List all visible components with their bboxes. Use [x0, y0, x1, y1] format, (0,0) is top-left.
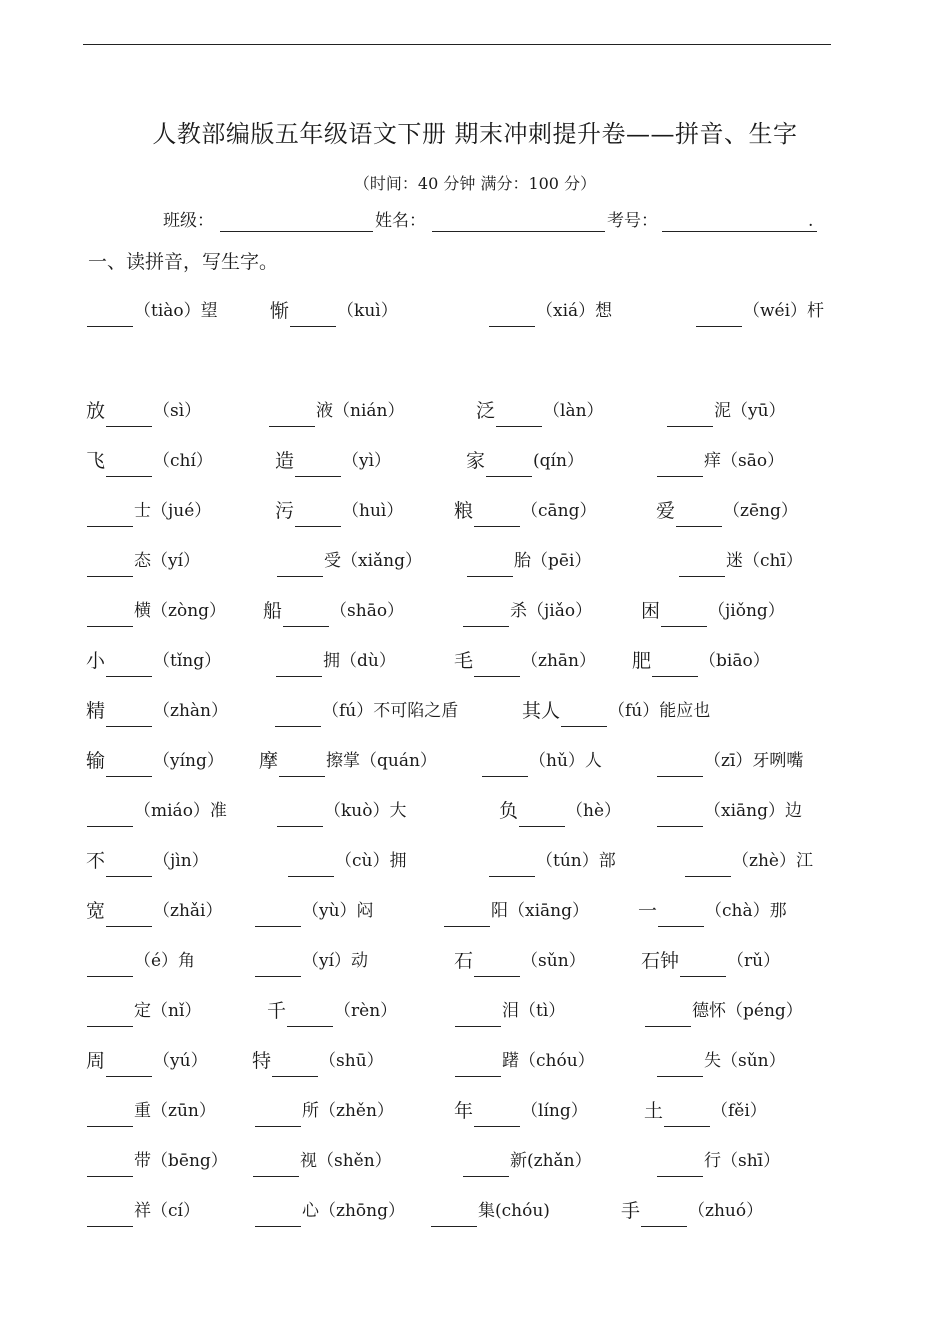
question-row: [0, 645, 950, 677]
answer-blank[interactable]: [295, 448, 341, 477]
answer-blank[interactable]: [652, 648, 698, 677]
question-item: [86, 295, 218, 327]
question-item: [270, 295, 398, 327]
question-item: [430, 1195, 550, 1227]
answer-blank[interactable]: [519, 798, 565, 827]
question-item: [488, 845, 616, 877]
question-item: [656, 1145, 780, 1177]
pinyin-text: (qín）: [533, 451, 584, 471]
prefix-text: 其人: [522, 700, 561, 722]
answer-blank[interactable]: [474, 648, 520, 677]
question-item: [86, 795, 227, 827]
prefix-text: 造: [275, 450, 295, 472]
question-row: [0, 445, 950, 477]
pinyin-text: 迷（chī）: [726, 551, 803, 571]
prefix-text: 石钟: [641, 950, 680, 972]
pinyin-text: （shū）: [319, 1051, 384, 1071]
answer-blank[interactable]: [645, 998, 691, 1027]
question-item: [263, 595, 404, 627]
question-item: [267, 995, 397, 1027]
question-item: [252, 1145, 392, 1177]
answer-blank[interactable]: [106, 698, 152, 727]
prefix-text: 粮: [454, 500, 474, 522]
pinyin-text: （chà）那: [705, 901, 787, 921]
pinyin-text: （tǐng）: [153, 651, 222, 671]
answer-blank[interactable]: [685, 848, 731, 877]
answer-blank[interactable]: [658, 898, 704, 927]
pinyin-text: （zhān）: [521, 651, 597, 671]
pinyin-text: （fú）不可陷之盾: [322, 701, 459, 721]
answer-blank[interactable]: [288, 848, 334, 877]
pinyin-text: 阳（xiāng）: [491, 901, 589, 921]
question-item: [86, 1195, 200, 1227]
question-item: [275, 445, 391, 477]
prefix-text: 负: [499, 800, 519, 822]
pinyin-text: （jiǒng）: [708, 601, 785, 621]
answer-blank[interactable]: [657, 1048, 703, 1077]
answer-blank[interactable]: [482, 748, 528, 777]
section-title: 一、读拼音，写生字。: [88, 251, 279, 273]
answer-blank[interactable]: [463, 598, 509, 627]
answer-blank[interactable]: [696, 298, 742, 327]
question-item: [632, 645, 770, 677]
prefix-text: 小: [86, 650, 106, 672]
question-item: [259, 745, 437, 777]
question-item: [656, 445, 784, 477]
answer-blank[interactable]: [87, 798, 133, 827]
exam-no-label: 考号：: [607, 211, 658, 231]
prefix-text: 宽: [86, 900, 106, 922]
question-item: [86, 645, 221, 677]
pinyin-text: （zēng）: [723, 501, 798, 521]
class-field[interactable]: [220, 231, 373, 232]
question-item: [252, 1045, 384, 1077]
prefix-text: 周: [86, 1050, 106, 1072]
answer-blank[interactable]: [474, 498, 520, 527]
prefix-text: 土: [644, 1100, 664, 1122]
prefix-text: 困: [641, 600, 661, 622]
prefix-text: 千: [267, 1000, 287, 1022]
pinyin-text: （hǔ）人: [529, 751, 602, 771]
answer-blank[interactable]: [87, 498, 133, 527]
answer-blank[interactable]: [680, 948, 726, 977]
answer-blank[interactable]: [561, 698, 607, 727]
pinyin-text: 横（zòng）: [134, 601, 227, 621]
pinyin-text: （zhuó）: [688, 1201, 764, 1221]
question-item: [86, 995, 201, 1027]
pinyin-text: （biāo）: [699, 651, 770, 671]
question-item: [695, 295, 824, 327]
pinyin-text: （wéi）杆: [743, 301, 825, 321]
question-row: [0, 945, 950, 977]
question-item: [481, 745, 602, 777]
answer-blank[interactable]: [657, 798, 703, 827]
pinyin-text: 心（zhōng）: [302, 1201, 405, 1221]
question-item: [641, 945, 780, 977]
question-item: [454, 1045, 595, 1077]
page-title: 人教部编版五年级语文下册 期末冲刺提升卷——拼音、生字: [152, 120, 798, 148]
question-item: [86, 745, 224, 777]
answer-blank[interactable]: [87, 1198, 133, 1227]
pinyin-text: 胎（pēi）: [514, 551, 592, 571]
pinyin-text: （cù）拥: [335, 851, 407, 871]
answer-blank[interactable]: [87, 598, 133, 627]
question-item: [275, 645, 396, 677]
pinyin-text: 杀（jiǎo）: [510, 601, 593, 621]
question-item: [86, 595, 226, 627]
pinyin-text: 泪（tì）: [502, 1001, 566, 1021]
answer-blank[interactable]: [496, 398, 542, 427]
answer-blank[interactable]: [106, 1048, 152, 1077]
prefix-text: 船: [263, 600, 283, 622]
question-row: [0, 1045, 950, 1077]
answer-blank[interactable]: [87, 998, 133, 1027]
question-item: [488, 295, 612, 327]
answer-blank[interactable]: [657, 448, 703, 477]
question-item: [274, 695, 458, 727]
pinyin-text: （sǔn）: [521, 951, 586, 971]
question-item: [86, 945, 195, 977]
question-item: [656, 1045, 786, 1077]
question-row: [0, 895, 950, 927]
answer-blank[interactable]: [106, 748, 152, 777]
prefix-text: 不: [86, 850, 106, 872]
question-item: [86, 495, 211, 527]
question-item: [443, 895, 589, 927]
prefix-text: 泛: [476, 400, 496, 422]
name-field[interactable]: [432, 231, 605, 232]
question-item: [86, 895, 223, 927]
answer-blank[interactable]: [87, 1148, 133, 1177]
pinyin-text: （zhǎi）: [153, 901, 223, 921]
pinyin-text: 重（zūn）: [134, 1101, 216, 1121]
prefix-text: 摩: [259, 750, 279, 772]
answer-blank[interactable]: [106, 898, 152, 927]
answer-blank[interactable]: [444, 898, 490, 927]
pinyin-text: 擦掌（quán）: [326, 751, 437, 771]
prefix-text: 爱: [656, 500, 676, 522]
answer-blank[interactable]: [279, 748, 325, 777]
question-item: [254, 945, 368, 977]
pinyin-text: （cāng）: [521, 501, 597, 521]
question-item: [644, 1095, 767, 1127]
pinyin-text: 行（shī）: [704, 1151, 781, 1171]
question-item: [275, 495, 403, 527]
answer-blank[interactable]: [255, 1098, 301, 1127]
pinyin-text: （rèn）: [334, 1001, 398, 1021]
answer-blank[interactable]: [277, 798, 323, 827]
question-item: [86, 845, 209, 877]
pinyin-text: 所（zhěn）: [302, 1101, 394, 1121]
answer-blank[interactable]: [679, 548, 725, 577]
question-item: [454, 645, 596, 677]
pinyin-text: 带（bēng）: [134, 1151, 228, 1171]
pinyin-text: 液（nián）: [316, 401, 405, 421]
answer-blank[interactable]: [87, 948, 133, 977]
question-item: [86, 1045, 208, 1077]
pinyin-text: 士（jué）: [134, 501, 212, 521]
question-item: [86, 1095, 216, 1127]
prefix-text: 放: [86, 400, 106, 422]
answer-blank[interactable]: [489, 298, 535, 327]
question-row: [0, 845, 950, 877]
answer-blank[interactable]: [87, 548, 133, 577]
question-item: [638, 895, 787, 927]
pinyin-text: （kuì）: [337, 301, 398, 321]
prefix-text: 一: [638, 900, 658, 922]
question-item: [656, 495, 798, 527]
answer-blank[interactable]: [431, 1198, 477, 1227]
answer-blank[interactable]: [253, 1148, 299, 1177]
class-label: 班级：: [163, 211, 214, 231]
pinyin-text: （zhè）江: [732, 851, 813, 871]
answer-blank[interactable]: [664, 1098, 710, 1127]
question-item: [462, 595, 592, 627]
prefix-text: 毛: [454, 650, 474, 672]
question-row: [0, 1145, 950, 1177]
question-item: [454, 945, 586, 977]
pinyin-text: 失（sǔn）: [704, 1051, 786, 1071]
answer-blank[interactable]: [255, 898, 301, 927]
answer-blank[interactable]: [667, 398, 713, 427]
top-rule: [83, 44, 831, 45]
question-item: [476, 395, 604, 427]
answer-blank[interactable]: [474, 1098, 520, 1127]
pinyin-text: （tún）部: [536, 851, 616, 871]
pinyin-text: （fú）能应也: [608, 701, 711, 721]
prefix-text: 输: [86, 750, 106, 772]
pinyin-text: （tiào）望: [134, 301, 218, 321]
prefix-text: 特: [252, 1050, 272, 1072]
prefix-text: 肥: [632, 650, 652, 672]
question-row: [0, 495, 950, 527]
question-item: [656, 745, 803, 777]
answer-blank[interactable]: [467, 548, 513, 577]
pinyin-text: （yíng）: [153, 751, 224, 771]
pinyin-text: （miáo）准: [134, 801, 227, 821]
pinyin-text: （jìn）: [153, 851, 209, 871]
prefix-text: 精: [86, 700, 106, 722]
pinyin-text: （huì）: [342, 501, 404, 521]
answer-blank[interactable]: [277, 548, 323, 577]
answer-blank[interactable]: [106, 848, 152, 877]
pinyin-text: 泥（yū）: [714, 401, 786, 421]
pinyin-text: （zī）牙咧嘴: [704, 751, 804, 771]
question-item: [678, 545, 803, 577]
end-mark: .: [808, 211, 814, 231]
question-row: [0, 995, 950, 1027]
pinyin-text: 躇（chóu）: [502, 1051, 595, 1071]
exam-no-field[interactable]: [662, 231, 817, 232]
answer-blank[interactable]: [641, 1198, 687, 1227]
answer-blank[interactable]: [87, 1098, 133, 1127]
question-row: [0, 795, 950, 827]
answer-blank[interactable]: [106, 648, 152, 677]
question-item: [287, 845, 406, 877]
pinyin-text: （zhàn）: [153, 701, 229, 721]
pinyin-text: （yú）: [153, 1051, 208, 1071]
answer-blank[interactable]: [276, 648, 322, 677]
question-item: [644, 995, 803, 1027]
question-item: [454, 1095, 588, 1127]
prefix-text: 家: [466, 450, 486, 472]
question-item: [454, 495, 597, 527]
pinyin-text: （é）角: [134, 951, 196, 971]
answer-blank[interactable]: [486, 448, 532, 477]
answer-blank[interactable]: [275, 698, 321, 727]
prefix-text: 石: [454, 950, 474, 972]
answer-blank[interactable]: [463, 1148, 509, 1177]
name-label: 姓名：: [375, 211, 426, 231]
exam-meta: （时间：40 分钟 满分：100 分）: [353, 174, 597, 193]
pinyin-text: （chí）: [153, 451, 213, 471]
pinyin-text: （shāo）: [330, 601, 405, 621]
answer-blank[interactable]: [255, 1198, 301, 1227]
pinyin-text: 受（xiǎng）: [324, 551, 422, 571]
pinyin-text: （xiāng）边: [704, 801, 802, 821]
question-row: [0, 295, 950, 327]
pinyin-text: （yí）动: [302, 951, 369, 971]
pinyin-text: （yù）闷: [302, 901, 374, 921]
question-item: [454, 995, 565, 1027]
question-item: [462, 1145, 592, 1177]
question-item: [276, 545, 422, 577]
question-item: [86, 1145, 228, 1177]
answer-blank[interactable]: [255, 948, 301, 977]
answer-blank[interactable]: [474, 948, 520, 977]
question-row: [0, 745, 950, 777]
question-item: [254, 895, 374, 927]
pinyin-text: （fěi）: [711, 1101, 767, 1121]
answer-blank[interactable]: [676, 498, 722, 527]
pinyin-text: 痒（sāo）: [704, 451, 785, 471]
question-item: [86, 695, 228, 727]
question-item: [499, 795, 621, 827]
pinyin-text: 拥（dù）: [323, 651, 396, 671]
pinyin-text: 视（shěn）: [300, 1151, 392, 1171]
question-item: [621, 1195, 763, 1227]
question-item: [254, 1195, 405, 1227]
answer-blank[interactable]: [657, 748, 703, 777]
prefix-text: 手: [621, 1200, 641, 1222]
pinyin-text: （hè）: [566, 801, 622, 821]
answer-blank[interactable]: [290, 298, 336, 327]
question-item: [86, 395, 201, 427]
question-item: [684, 845, 813, 877]
question-row: [0, 395, 950, 427]
answer-blank[interactable]: [489, 848, 535, 877]
pinyin-text: （kuò）大: [324, 801, 407, 821]
prefix-text: 飞: [86, 450, 106, 472]
question-item: [466, 445, 584, 477]
answer-blank[interactable]: [661, 598, 707, 627]
answer-blank[interactable]: [287, 998, 333, 1027]
answer-blank[interactable]: [455, 1048, 501, 1077]
answer-blank[interactable]: [283, 598, 329, 627]
pinyin-text: 定（nǐ）: [134, 1001, 202, 1021]
pinyin-text: （líng）: [521, 1101, 588, 1121]
question-item: [268, 395, 404, 427]
question-row: [0, 695, 950, 727]
pinyin-text: 新(zhǎn）: [510, 1151, 592, 1171]
pinyin-text: （sì）: [153, 401, 202, 421]
answer-blank[interactable]: [657, 1148, 703, 1177]
question-row: [0, 1195, 950, 1227]
prefix-text: 年: [454, 1100, 474, 1122]
question-item: [254, 1095, 394, 1127]
answer-blank[interactable]: [272, 1048, 318, 1077]
pinyin-text: （làn）: [543, 401, 604, 421]
question-item: [641, 595, 785, 627]
question-item: [276, 795, 407, 827]
pinyin-text: （xiá）想: [536, 301, 613, 321]
question-item: [86, 545, 200, 577]
question-item: [466, 545, 591, 577]
pinyin-text: 集(chóu): [478, 1201, 550, 1221]
question-row: [0, 595, 950, 627]
prefix-text: 惭: [270, 300, 290, 322]
pinyin-text: 德怀（péng）: [692, 1001, 803, 1021]
pinyin-text: （rǔ）: [727, 951, 781, 971]
question-item: [522, 695, 710, 727]
pinyin-text: 祥（cí）: [134, 1201, 200, 1221]
question-row: [0, 1095, 950, 1127]
question-row: [0, 545, 950, 577]
question-item: [656, 795, 802, 827]
pinyin-text: （yì）: [342, 451, 392, 471]
answer-blank[interactable]: [106, 398, 152, 427]
question-item: [86, 445, 213, 477]
prefix-text: 污: [275, 500, 295, 522]
answer-blank[interactable]: [87, 298, 133, 327]
answer-blank[interactable]: [269, 398, 315, 427]
answer-blank[interactable]: [106, 448, 152, 477]
pinyin-text: 态（yí）: [134, 551, 201, 571]
question-item: [666, 395, 786, 427]
answer-blank[interactable]: [455, 998, 501, 1027]
answer-blank[interactable]: [295, 498, 341, 527]
